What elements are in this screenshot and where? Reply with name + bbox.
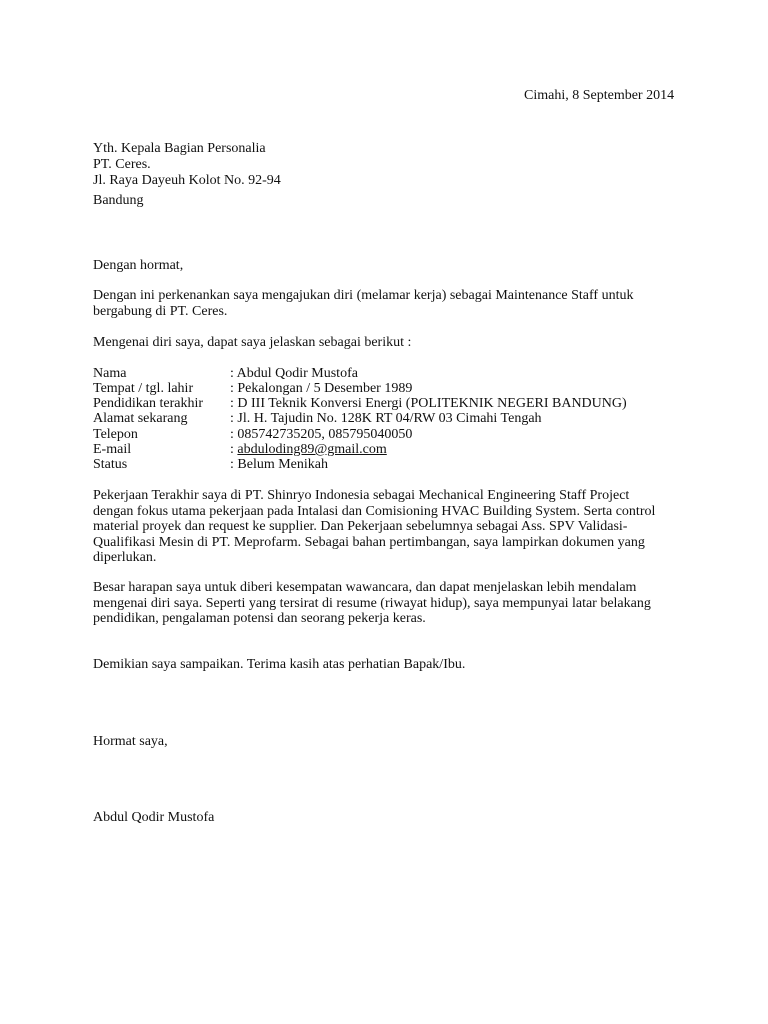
recipient-line: Bandung	[93, 193, 144, 208]
sign-off: Hormat saya,	[93, 734, 168, 749]
detail-value: : 085742735205, 085795040050	[230, 427, 413, 442]
letter-date: Cimahi, 8 September 2014	[524, 88, 675, 103]
paragraph-line: pendidikan, pengalaman potensi dan seorang pekerja keras.	[93, 611, 426, 626]
email-link[interactable]: abduloding89@gmail.com	[237, 442, 387, 457]
paragraph-line: bergabung di PT. Ceres.	[93, 304, 228, 319]
detail-label: Nama	[93, 366, 127, 381]
self-intro: Mengenai diri saya, dapat saya jelaskan sebagai berikut :	[93, 335, 412, 350]
greeting: Dengan hormat,	[93, 258, 184, 273]
recipient-line: Jl. Raya Dayeuh Kolot No. 92-94	[93, 173, 281, 188]
detail-label: Telepon	[93, 427, 138, 442]
detail-value: : Abdul Qodir Mustofa	[230, 366, 358, 381]
detail-label: Alamat sekarang	[93, 411, 188, 426]
detail-value: : Belum Menikah	[230, 457, 328, 472]
paragraph-line: Dengan ini perkenankan saya mengajukan diri (melamar kerja) sebagai Maintenance Staff untuk	[93, 288, 634, 303]
detail-value	[230, 442, 387, 458]
signature-name: Abdul Qodir Mustofa	[93, 810, 215, 825]
paragraph-line: Besar harapan saya untuk diberi kesempatan wawancara, dan dapat menjelaskan lebih mendalam	[93, 580, 637, 595]
detail-separator: :	[230, 442, 238, 457]
paragraph-line: material proyek dan request ke supplier. Dan Pekerjaan sebelumnya sebagai Ass. SPV Validasi-	[93, 519, 628, 534]
recipient-line: Yth. Kepala Bagian Personalia	[93, 141, 266, 156]
recipient-line: PT. Ceres.	[93, 157, 151, 172]
paragraph-line: dengan fokus utama pekerjaan pada Intalasi dan Comisioning HVAC Building System. Serta control	[93, 504, 656, 519]
detail-value: : D III Teknik Konversi Energi (POLITEKNIK NEGERI BANDUNG)	[230, 396, 627, 411]
paragraph-line: Pekerjaan Terakhir saya di PT. Shinryo Indonesia sebagai Mechanical Engineering Staff Project	[93, 488, 630, 503]
detail-value: : Pekalongan / 5 Desember 1989	[230, 381, 413, 396]
detail-label: Pendidikan terakhir	[93, 396, 204, 411]
paragraph-line: diperlukan.	[93, 550, 157, 565]
closing-text: Demikian saya sampaikan. Terima kasih atas perhatian Bapak/Ibu.	[93, 657, 466, 672]
paragraph-line: mengenai diri saya. Seperti yang tersirat di resume (riwayat hidup), saya mempunyai latar belakang	[93, 596, 651, 611]
detail-label: Status	[93, 457, 128, 472]
paragraph-line: Qualifikasi Mesin di PT. Meprofarm. Sebagai bahan pertimbangan, saya lampirkan dokumen yang	[93, 535, 645, 550]
detail-value: : Jl. H. Tajudin No. 128K RT 04/RW 03 Cimahi Tengah	[230, 411, 542, 426]
detail-label: E-mail	[93, 442, 132, 457]
detail-label: Tempat / tgl. lahir	[93, 381, 194, 396]
